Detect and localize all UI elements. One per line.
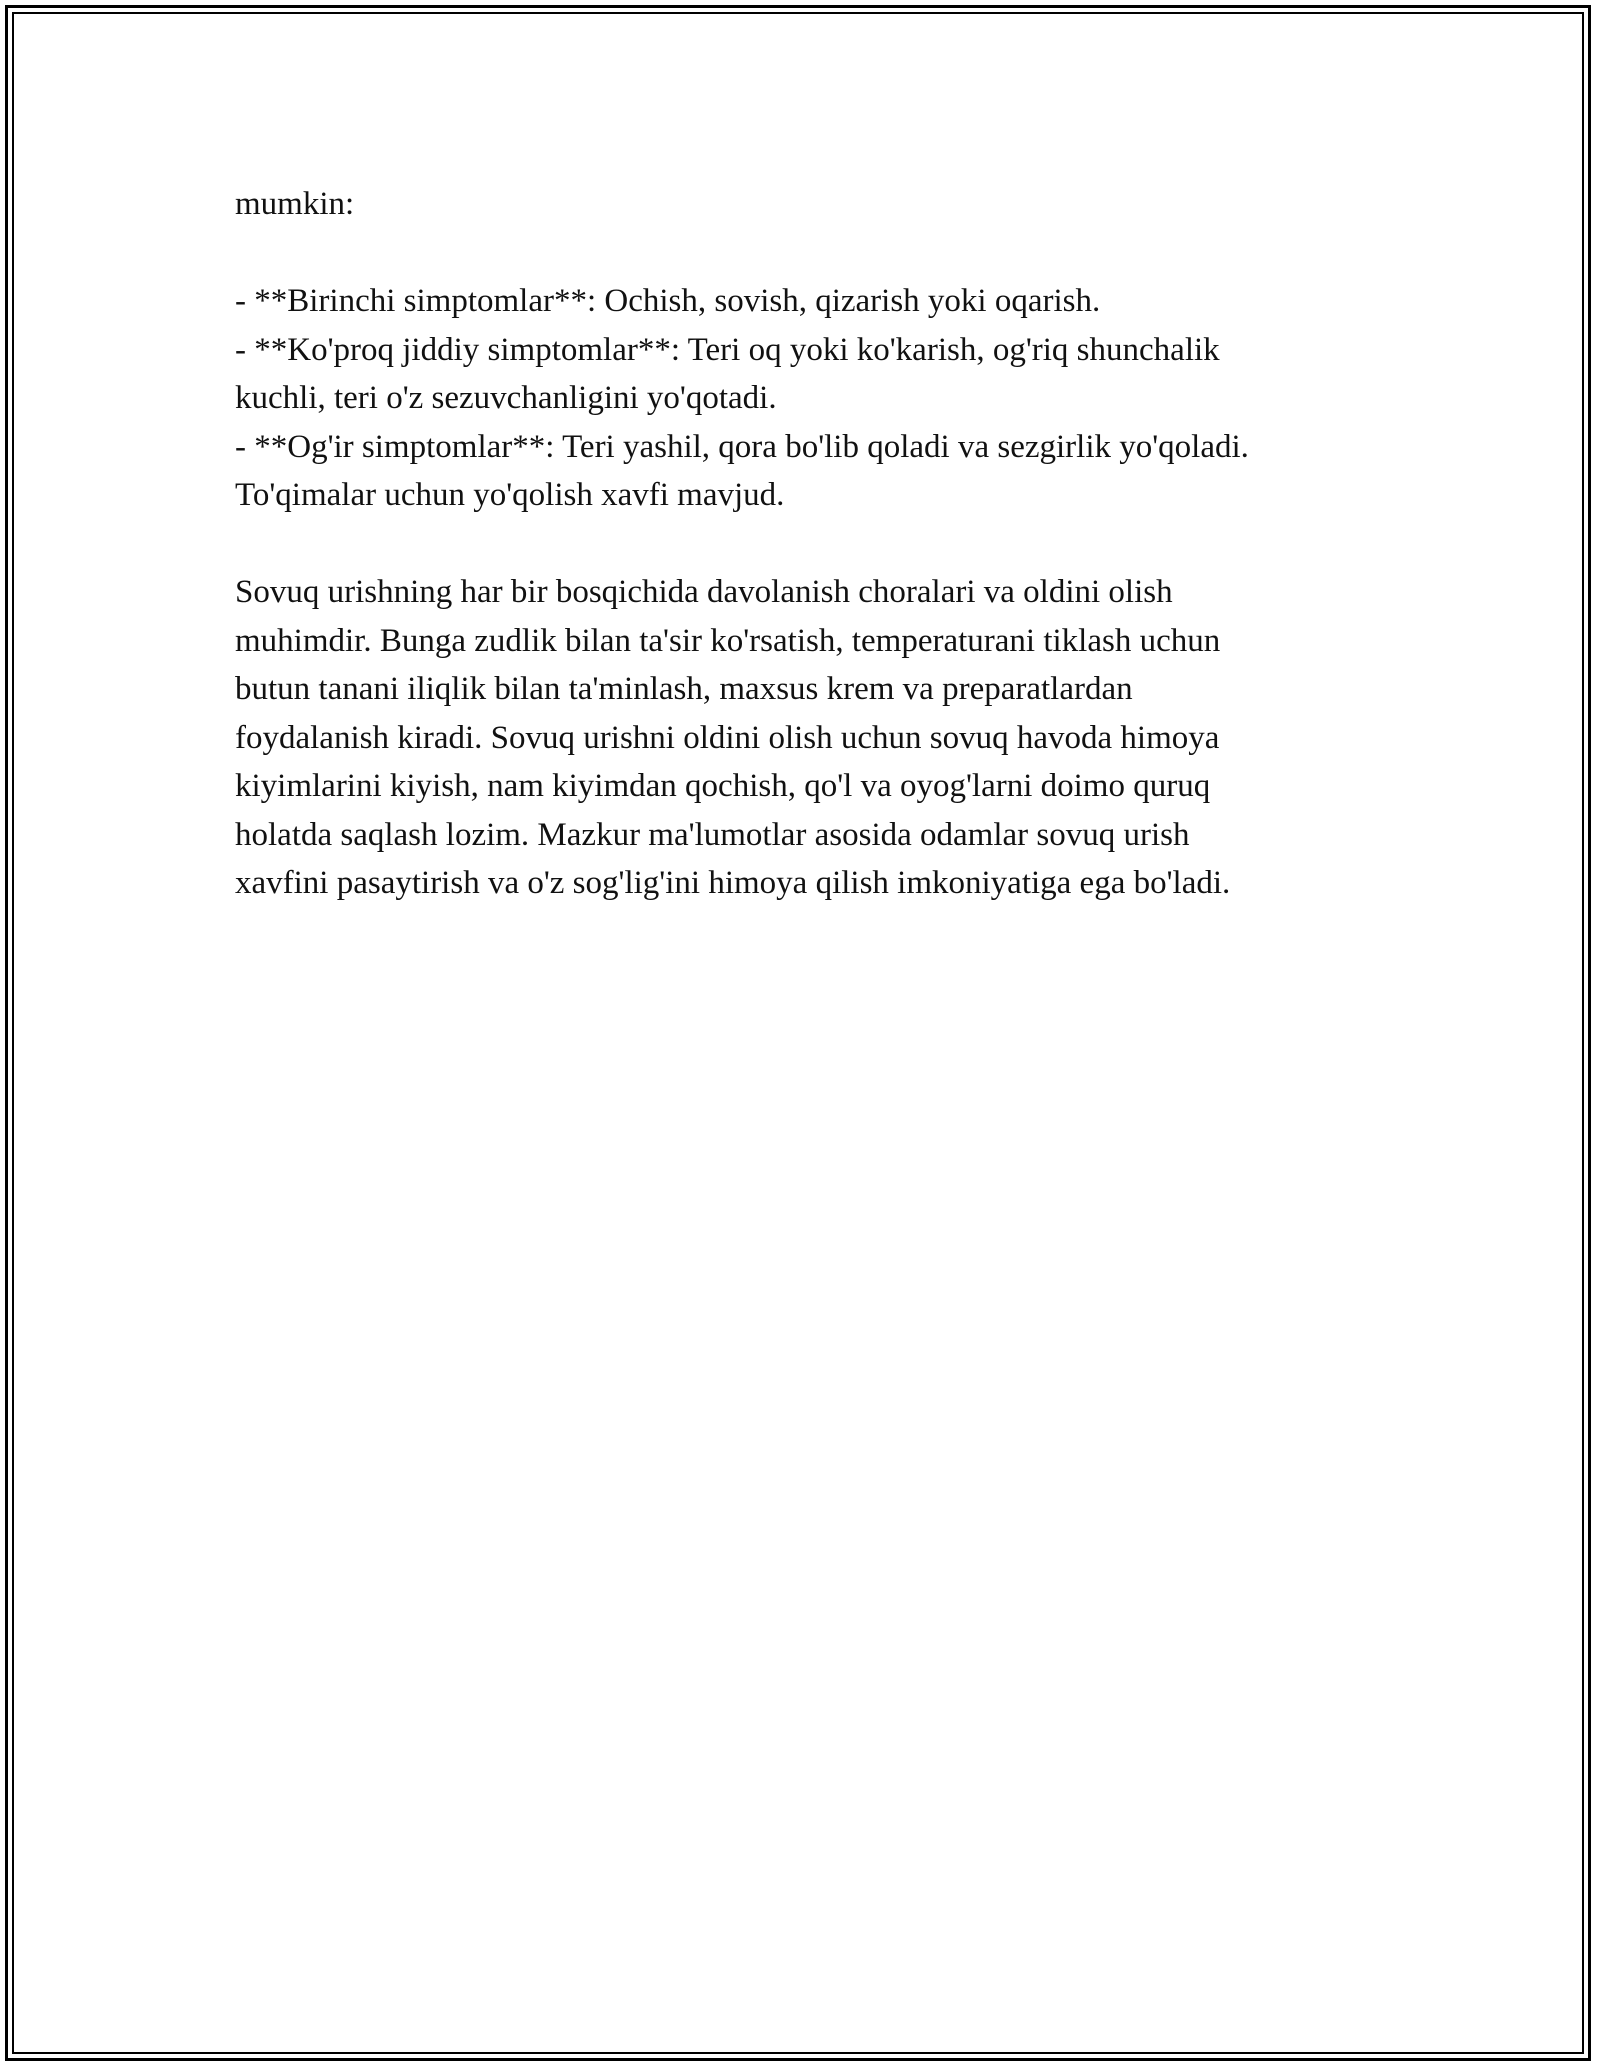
symptom-line: To'qimalar uchun yo'qolish xavfi mavjud. [235, 477, 785, 513]
document-body [235, 180, 1385, 908]
treatment-paragraph [235, 568, 1385, 908]
paragraph-line: kiyimlarini kiyish, nam kiyimdan qochish, qo'l va oyog'larni doimo quruq [235, 768, 1211, 804]
symptom-line: - **Birinchi simptomlar**: Ochish, sovish, qizarish yoki oqarish. [235, 283, 1101, 319]
paragraph-line: holatda saqlash lozim. Mazkur ma'lumotlar asosida odamlar sovuq urish [235, 816, 1190, 853]
paragraph-line: foydalanish kiradi. Sovuq urishni oldini olish uchun sovuq havoda himoya [235, 719, 1220, 756]
symptom-list [235, 277, 1385, 520]
symptom-line: - **Ko'proq jiddiy simptomlar**: Teri oq yoki ko'karish, og'riq shunchalik [235, 331, 1220, 368]
paragraph-line: butun tanani iliqlik bilan ta'minlash, maxsus krem va preparatlardan [235, 671, 1133, 707]
symptom-item-serious [235, 326, 1385, 423]
symptom-item-severe [235, 423, 1385, 520]
paragraph-line: muhimdir. Bunga zudlik bilan ta'sir ko'rsatish, temperaturani tiklash uchun [235, 622, 1221, 659]
blank-line [235, 229, 1385, 278]
symptom-item-first [235, 277, 1385, 326]
intro-line: mumkin: [235, 186, 355, 222]
blank-line [235, 520, 1385, 569]
paragraph-line: Sovuq urishning har bir bosqichida davolanish choralari va oldini olish [235, 574, 1173, 610]
symptom-line: kuchli, teri o'z sezuvchanligini yo'qotadi. [235, 380, 777, 416]
symptom-line: - **Og'ir simptomlar**: Teri yashil, qora bo'lib qoladi va sezgirlik yo'qoladi. [235, 428, 1249, 465]
paragraph-line: xavfini pasaytirish va o'z sog'lig'ini himoya qilish imkoniyatiga ega bo'ladi. [235, 865, 1231, 901]
